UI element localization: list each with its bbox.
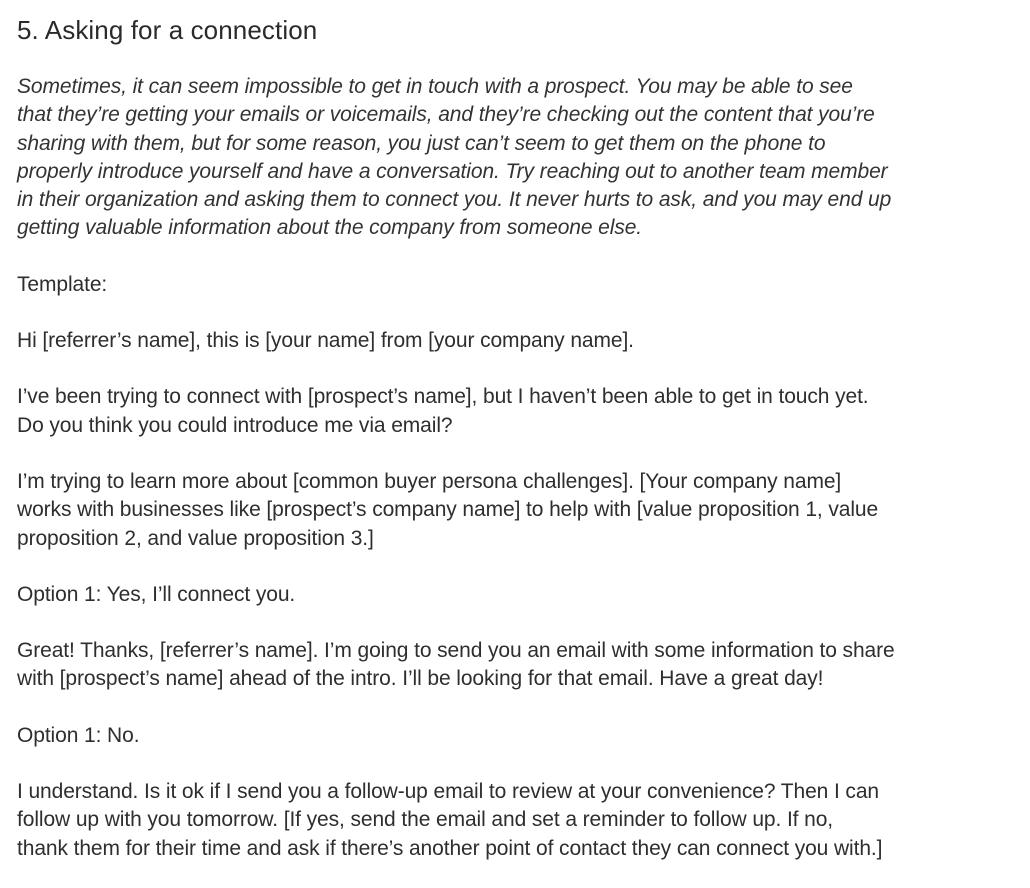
option-no-label: Option 1: No.: [17, 723, 140, 747]
intro-line: properly introduce yourself and have a conversation. Try reaching out to another team member: [17, 159, 888, 183]
yes-response-line: with [prospect’s name] ahead of the intro. I’ll be looking for that email. Have a great day!: [17, 667, 824, 691]
intro-line: getting valuable information about the company from someone else.: [17, 216, 643, 240]
intro-line: in their organization and asking them to connect you. It never hurts to ask, and you may end up: [17, 188, 892, 212]
intro-line: that they’re getting your emails or voicemails, and they’re checking out the content that you’re: [17, 103, 875, 127]
request-paragraph: [17, 383, 1018, 440]
no-response-line: follow up with you tomorrow. [If yes, send the email and set a reminder to follow up. If no,: [17, 808, 834, 832]
section-title: 5. Asking for a connection: [17, 15, 318, 45]
greeting-line: Hi [referrer’s name], this is [your name] from [your company name].: [17, 329, 634, 353]
intro-line: sharing with them, but for some reason, you just can’t seem to get them on the phone to: [17, 131, 826, 155]
intro-line: Sometimes, it can seem impossible to get in touch with a prospect. You may be able to see: [17, 75, 853, 98]
value-proposition-line: I’m trying to learn more about [common buyer persona challenges]. [Your company name]: [17, 469, 842, 493]
value-proposition-line: works with businesses like [prospect’s company name] to help with [value proposition 1, value: [17, 498, 879, 522]
template-label: Template:: [17, 272, 108, 296]
yes-response-line: Great! Thanks, [referrer’s name]. I’m going to send you an email with some information to share: [17, 639, 895, 663]
request-line: Do you think you could introduce me via email?: [17, 413, 453, 437]
yes-response-paragraph: [17, 637, 1018, 694]
value-proposition-paragraph: [17, 468, 1018, 553]
option-yes-label: Option 1: Yes, I’ll connect you.: [17, 582, 296, 606]
no-response-paragraph: [17, 778, 1018, 863]
no-response-line: thank them for their time and ask if there’s another point of contact they can connect you with.]: [17, 836, 883, 860]
no-response-line: I understand. Is it ok if I send you a follow-up email to review at your convenience? Then I can: [17, 780, 879, 804]
intro-paragraph: [17, 73, 1018, 243]
request-line: I’ve been trying to connect with [prospect’s name], but I haven’t been able to get in touch yet.: [17, 385, 869, 409]
value-proposition-line: proposition 2, and value proposition 3.]: [17, 526, 374, 550]
